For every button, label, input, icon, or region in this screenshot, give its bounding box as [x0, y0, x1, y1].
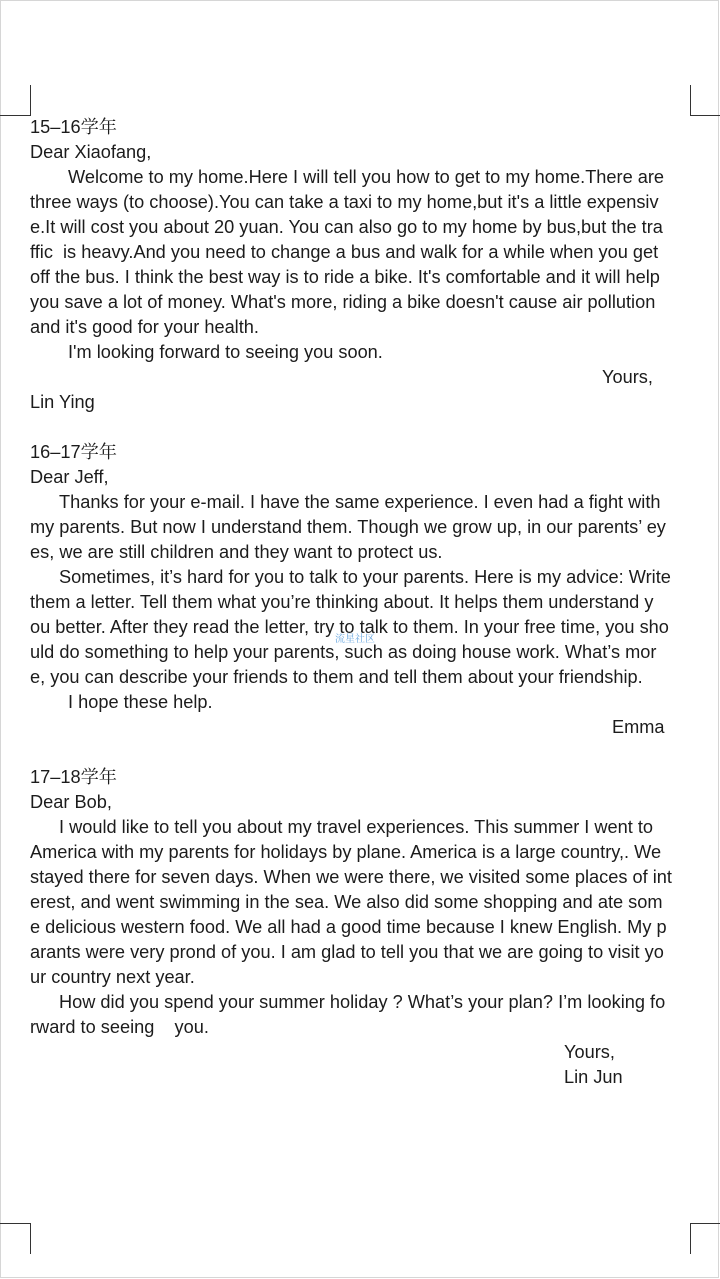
letter-2 [30, 440, 695, 740]
crop-mark-top-right [690, 85, 720, 116]
closing: Yours, [564, 1042, 615, 1062]
spacer [30, 740, 695, 765]
body-line: ur country next year. [30, 967, 195, 987]
body-line: rward to seeing you. [30, 1017, 209, 1037]
salutation: Dear Bob, [30, 792, 112, 812]
body-line: them a letter. Tell them what you’re thinking about. It helps them understand y [30, 592, 654, 612]
body-line: and it's good for your health. [30, 317, 259, 337]
letter-heading: 16–17学年 [30, 442, 117, 462]
body-line: ffic is heavy.And you need to change a bus and walk for a while when you get [30, 242, 659, 262]
body-line: Thanks for your e-mail. I have the same experience. I even had a fight with [59, 492, 661, 512]
letter-1 [30, 115, 695, 415]
body-line: How did you spend your summer holiday ? What’s your plan? I’m looking fo [59, 992, 666, 1012]
body-line: es, we are still children and they want to protect us. [30, 542, 443, 562]
body-line: stayed there for seven days. When we were there, we visited some places of int [30, 867, 672, 887]
letter-3 [30, 765, 695, 1090]
body-line: my parents. But now I understand them. Though we grow up, in our parents’ ey [30, 517, 666, 537]
signature: Lin Ying [30, 392, 95, 412]
crop-mark-bottom-right [690, 1223, 720, 1254]
body-line: Sometimes, it’s hard for you to talk to your parents. Here is my advice: Write [59, 567, 671, 587]
body-line: erest, and went swimming in the sea. We also did some shopping and ate som [30, 892, 663, 912]
body-line: uld do something to help your parents, such as doing house work. What’s mor [30, 642, 657, 662]
crop-mark-bottom-left [0, 1223, 31, 1254]
spacer [30, 415, 695, 440]
body-line: I would like to tell you about my travel experiences. This summer I went to [59, 817, 654, 837]
letter-heading: 17–18学年 [30, 767, 117, 787]
signature: Emma [612, 717, 665, 737]
body-line: arants were very prond of you. I am glad to tell you that we are going to visit yo [30, 942, 664, 962]
letter-heading: 15–16学年 [30, 117, 117, 137]
body-line: America with my parents for holidays by plane. America is a large country,. We [30, 842, 662, 862]
closing: Yours, [602, 367, 653, 387]
body-line: ou better. After they read the letter, try to talk to them. In your free time, you sho [30, 617, 669, 637]
salutation: Dear Jeff, [30, 467, 109, 487]
salutation: Dear Xiaofang, [30, 142, 152, 162]
body-line: I'm looking forward to seeing you soon. [68, 342, 383, 362]
body-line: Welcome to my home.Here I will tell you how to get to my home.There are [68, 167, 665, 187]
body-line: three ways (to choose).You can take a taxi to my home,but it's a little expensiv [30, 192, 659, 212]
signature: Lin Jun [564, 1067, 623, 1087]
body-line: e.It will cost you about 20 yuan. You can also go to my home by bus,but the tra [30, 217, 663, 237]
body-line: off the bus. I think the best way is to ride a bike. It's comfortable and it will help [30, 267, 660, 287]
watermark: 流星社区 [335, 634, 375, 645]
document-page [30, 115, 695, 1090]
body-line: I hope these help. [68, 692, 213, 712]
crop-mark-top-left [0, 85, 31, 116]
body-line: e, you can describe your friends to them and tell them about your friendship. [30, 667, 643, 687]
body-line: you save a lot of money. What's more, riding a bike doesn't cause air pollution [30, 292, 656, 312]
body-line: e delicious western food. We all had a good time because I knew English. My p [30, 917, 667, 937]
